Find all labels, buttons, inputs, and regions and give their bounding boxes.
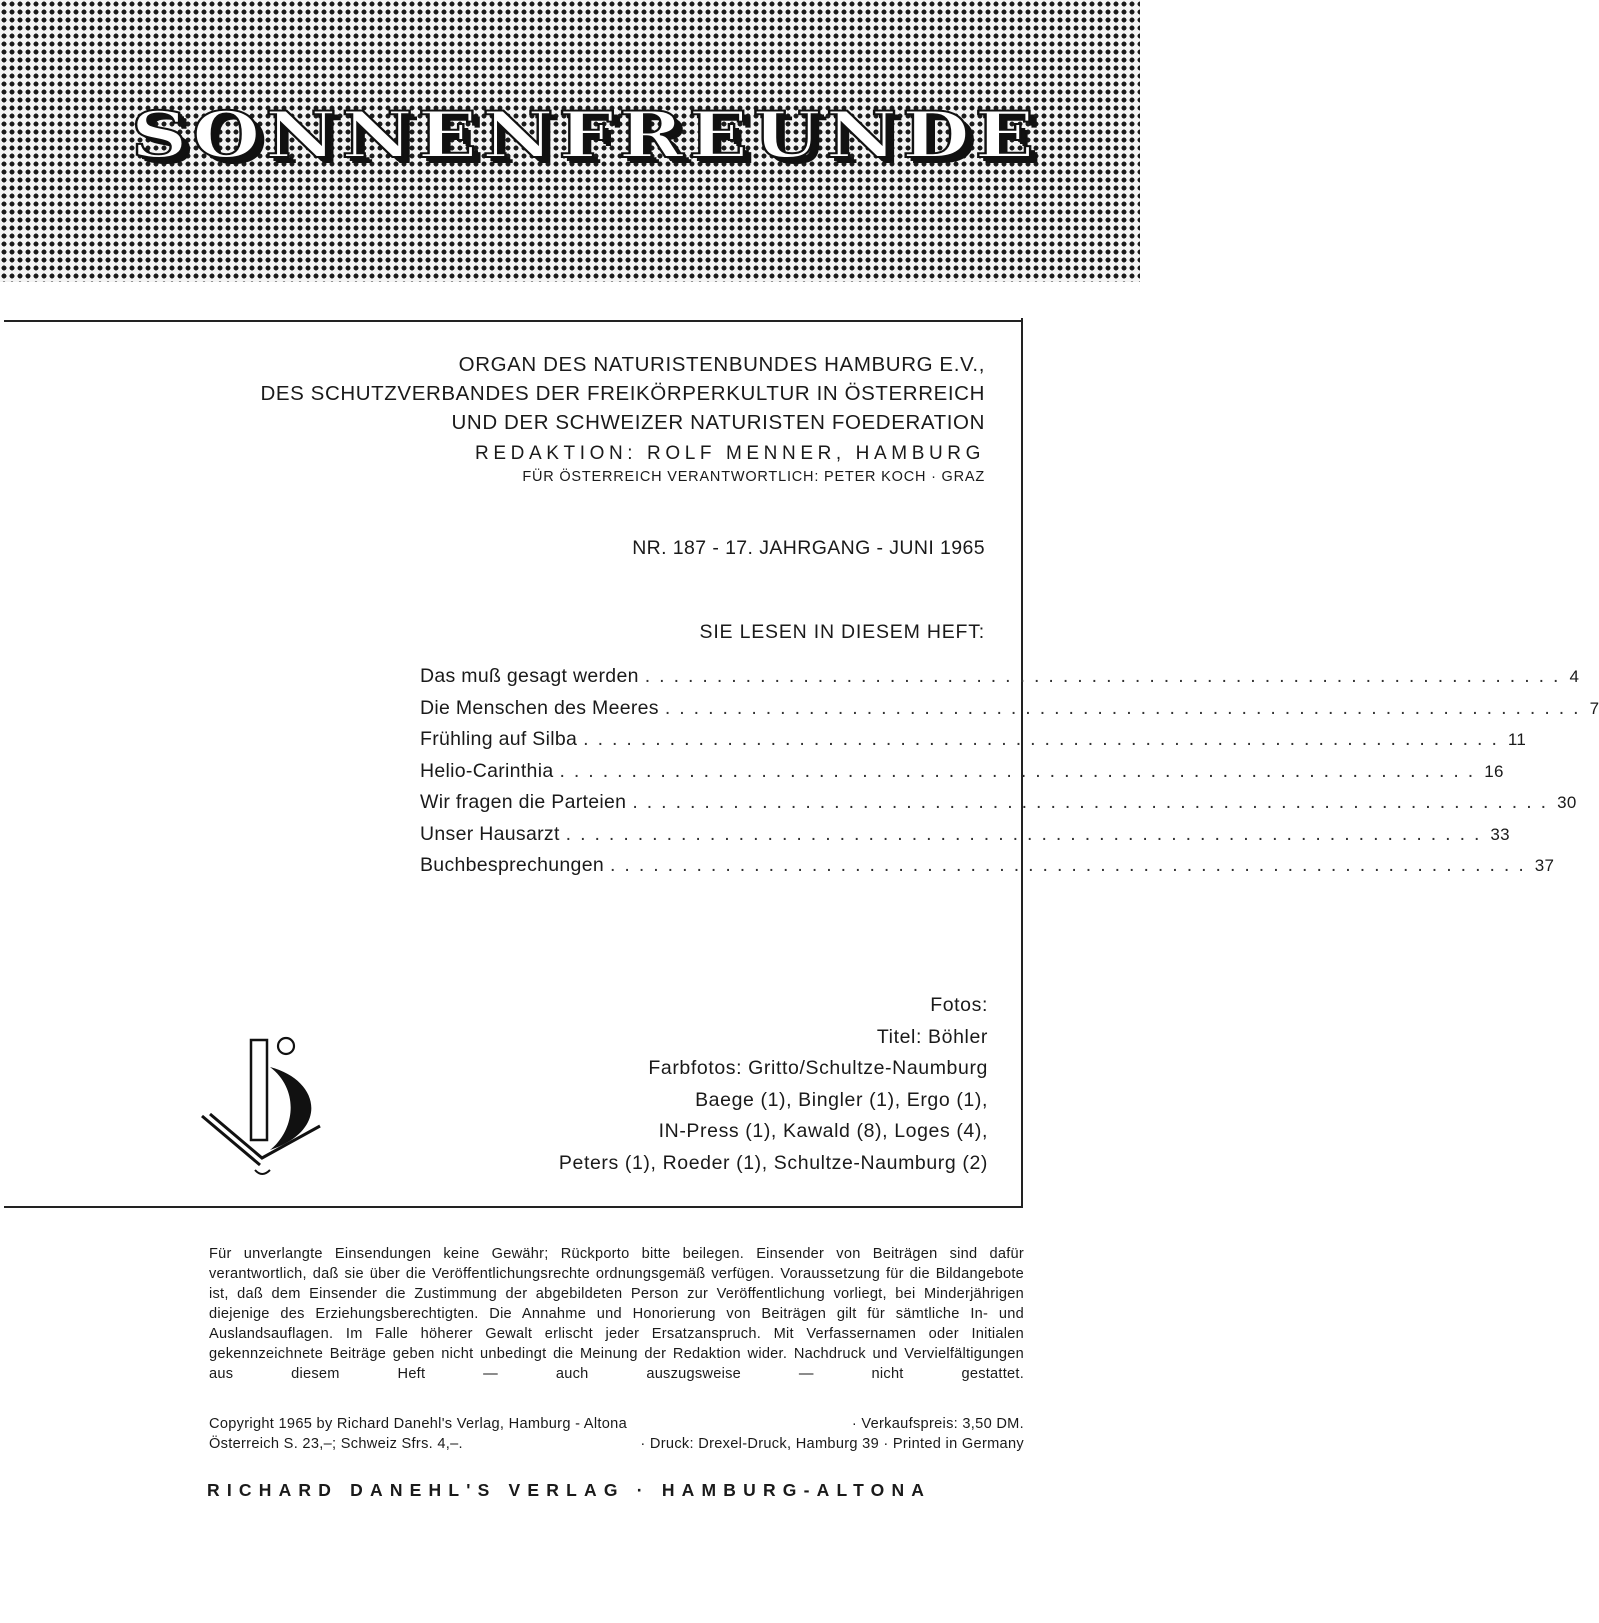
toc-entry-title: Buchbesprechungen: [420, 854, 604, 876]
toc-entry-title: Die Menschen des Meeres: [420, 696, 659, 719]
toc-heading: SIE LESEN IN DIESEM HEFT:: [699, 621, 985, 643]
printer-text: · Druck: Drexel-Druck, Hamburg 39 · Printed in Germany: [640, 1436, 1024, 1452]
photo-credit-line: Baege (1), Bingler (1), Ergo (1),: [695, 1088, 988, 1111]
table-of-contents: [420, 665, 1599, 886]
publisher-logo-icon: [200, 1030, 340, 1180]
toc-entry: [420, 665, 1580, 697]
toc-entry-title: Das muß gesagt werden: [420, 665, 639, 687]
toc-leader-dots: ................................................................: [644, 665, 1568, 687]
toc-entry-page: 30: [1557, 793, 1577, 812]
copyright-text: Copyright 1965 by Richard Danehl's Verlag, Hamburg - Altona: [209, 1416, 627, 1432]
toc-leader-dots: ................................................................: [565, 822, 1489, 845]
photo-credit-line: Peters (1), Roeder (1), Schultze-Naumburg (2): [558, 1151, 988, 1174]
organization-line: DES SCHUTZVERBANDES DER FREIKÖRPERKULTUR IN ÖSTERREICH: [260, 382, 985, 405]
toc-entry: [420, 728, 1527, 760]
publisher-imprint: RICHARD DANEHL'S VERLAG · HAMBURG-ALTONA: [207, 1480, 932, 1500]
toc-entry-page: 37: [1534, 856, 1555, 875]
issue-number: NR. 187 - 17. JAHRGANG - JUNI 1965: [632, 537, 985, 559]
toc-entry-title: Unser Hausarzt: [420, 822, 560, 845]
toc-entry: [420, 791, 1577, 823]
copyright-line: [209, 1416, 1024, 1432]
toc-leader-dots: ................................................................: [610, 854, 1533, 876]
photo-credit-line: Farbfotos: Gritto/Schultze-Naumburg: [648, 1057, 988, 1079]
toc-leader-dots: ................................................................: [664, 696, 1588, 719]
toc-leader-dots: ................................................................: [559, 759, 1483, 782]
organization-block: [260, 350, 985, 437]
toc-leader-dots: ................................................................: [632, 791, 1556, 813]
masthead-banner: [0, 0, 1140, 282]
frame-bottom-rule: [4, 1206, 1023, 1208]
toc-leader-dots: ................................................................: [583, 728, 1506, 750]
austria-responsible-credit: FÜR ÖSTERREICH VERANTWORTLICH: PETER KOCH · GRAZ: [522, 469, 985, 485]
price-text: · Verkaufspreis: 3,50 DM.: [851, 1416, 1024, 1432]
toc-entry-title: Frühling auf Silba: [420, 728, 578, 750]
photo-credit-line: IN-Press (1), Kawald (8), Loges (4),: [658, 1120, 988, 1142]
pricing-line: [209, 1436, 1024, 1452]
toc-entry-page: 33: [1490, 824, 1510, 844]
foreign-price-text: Österreich S. 23,–; Schweiz Sfrs. 4,–.: [209, 1436, 463, 1452]
toc-entry-title: Wir fragen die Parteien: [420, 791, 627, 813]
masthead-title: SONNENFREUNDE: [131, 98, 1039, 173]
toc-entry: [420, 822, 1510, 855]
disclaimer-text: Für unverlangte Einsendungen keine Gewähr; Rückporto bitte beilegen. Einsender von Beiträgen sind dafür verantwortlich, daß sie über die Veröffentlichungsrechte ordnungsgemäß verfügen. Voraussetzung für die Bildangebote ist, daß dem Einsender die Zustimmung der abgebildeten Person zur Veröffentlichung vorliegt, bei Minderjährigen diejenige des Erziehungsberechtigten. Die Annahme und Honorierung von Beiträgen gilt für sämtliche In- und Auslandsauflagen. Im Falle höherer Gewalt erlischt jeder Ersatzanspruch. Mit Verfassernamen oder Initialen gekennzeichnete Beiträge geben nicht unbedingt die Meinung der Redaktion wider. Nachdruck und Vervielfältigungen aus diesem Heft — auch auszugsweise — nicht gestattet.: [209, 1246, 1024, 1382]
toc-entry-page: 16: [1484, 761, 1504, 781]
photo-credits: [559, 990, 988, 1179]
photo-credit-line: Fotos:: [930, 994, 988, 1016]
frame-top-rule: [4, 320, 1022, 322]
toc-entry-page: 4: [1569, 667, 1580, 686]
toc-entry-page: 11: [1507, 730, 1527, 749]
organization-line: ORGAN DES NATURISTENBUNDES HAMBURG E.V.,: [458, 353, 985, 376]
toc-entry: [420, 759, 1504, 792]
editorial-credit: REDAKTION: ROLF MENNER, HAMBURG: [475, 443, 985, 464]
photo-credit-line: Titel: Böhler: [876, 1025, 988, 1048]
toc-entry: [420, 696, 1599, 729]
organization-line: UND DER SCHWEIZER NATURISTEN FOEDERATION: [451, 411, 985, 434]
toc-entry-title: Helio-Carinthia: [420, 759, 554, 782]
toc-entry-page: 7: [1589, 698, 1599, 718]
legal-disclaimer: [209, 1244, 1024, 1384]
toc-entry: [420, 854, 1555, 886]
